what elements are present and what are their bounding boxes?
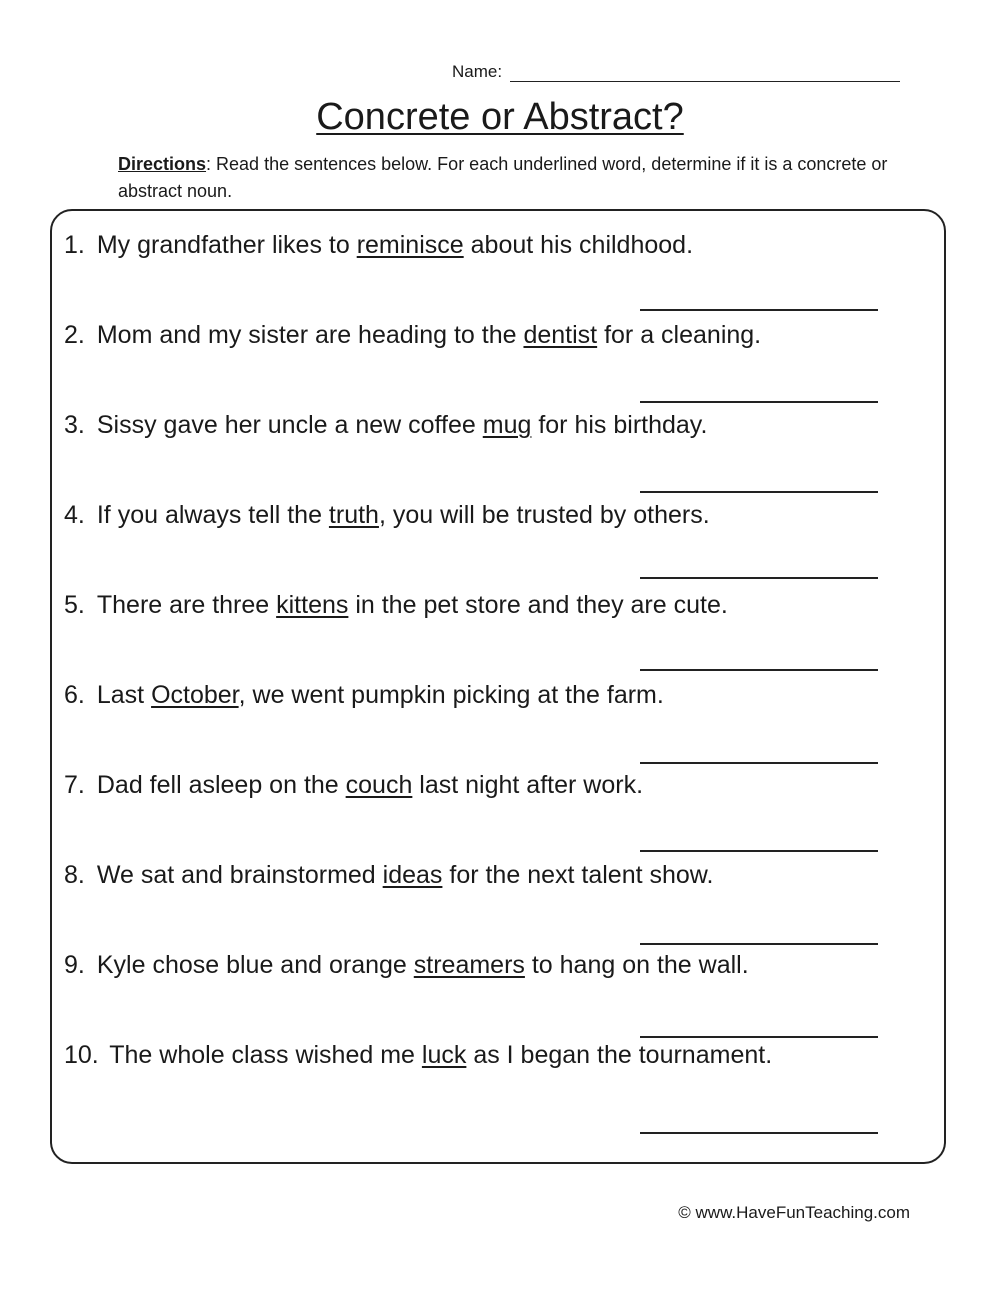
underlined-word: mug bbox=[482, 411, 532, 439]
question-text: Last bbox=[96, 681, 152, 709]
underlined-word: luck bbox=[421, 1041, 467, 1069]
underlined-word: couch bbox=[345, 771, 413, 799]
directions bbox=[118, 151, 918, 205]
name-row bbox=[452, 62, 900, 82]
question-4 bbox=[64, 501, 710, 530]
question-number: 2. bbox=[64, 321, 85, 349]
question-text: My grandfather likes to bbox=[96, 231, 357, 259]
question-number: 3. bbox=[64, 411, 85, 439]
question-10 bbox=[64, 1041, 772, 1070]
underlined-word: kittens bbox=[276, 591, 349, 619]
question-text: Sissy gave her uncle a new coffee bbox=[96, 411, 483, 439]
question-1 bbox=[64, 231, 693, 260]
underlined-word: streamers bbox=[413, 951, 525, 979]
question-3 bbox=[64, 411, 707, 440]
question-text: about his childhood. bbox=[463, 231, 694, 259]
question-5 bbox=[64, 591, 728, 620]
question-text: for the next talent show. bbox=[442, 861, 714, 889]
copyright-footer: © www.HaveFunTeaching.com bbox=[678, 1203, 910, 1222]
question-number: 9. bbox=[64, 951, 85, 979]
question-text: as I began the tournament. bbox=[466, 1041, 773, 1069]
answer-line-2[interactable] bbox=[640, 401, 878, 403]
question-text: , you will be trusted by others. bbox=[378, 501, 710, 529]
answer-line-1[interactable] bbox=[640, 309, 878, 311]
underlined-word: truth bbox=[328, 501, 379, 529]
question-text: There are three bbox=[96, 591, 277, 619]
question-text: We sat and brainstormed bbox=[96, 861, 383, 889]
underlined-word: ideas bbox=[382, 861, 443, 889]
question-text: to hang on the wall. bbox=[524, 951, 749, 979]
question-text: for a cleaning. bbox=[597, 321, 762, 349]
answer-line-4[interactable] bbox=[640, 577, 878, 579]
answer-line-9[interactable] bbox=[640, 1036, 878, 1038]
question-number: 8. bbox=[64, 861, 85, 889]
question-2 bbox=[64, 321, 761, 350]
answer-line-7[interactable] bbox=[640, 850, 878, 852]
question-text: last night after work. bbox=[412, 771, 644, 799]
question-8 bbox=[64, 861, 713, 890]
answer-line-8[interactable] bbox=[640, 943, 878, 945]
name-field[interactable] bbox=[510, 63, 900, 82]
question-number: 5. bbox=[64, 591, 85, 619]
question-text: for his birthday. bbox=[531, 411, 708, 439]
question-text: Mom and my sister are heading to the bbox=[96, 321, 524, 349]
underlined-word: reminisce bbox=[356, 231, 464, 259]
question-7 bbox=[64, 771, 643, 800]
question-number: 6. bbox=[64, 681, 85, 709]
directions-label: Directions bbox=[118, 154, 207, 174]
question-text: in the pet store and they are cute. bbox=[348, 591, 728, 619]
question-number: 4. bbox=[64, 501, 85, 529]
question-6 bbox=[64, 681, 664, 710]
answer-line-10[interactable] bbox=[640, 1132, 878, 1134]
question-text: Kyle chose blue and orange bbox=[96, 951, 414, 979]
question-number: 1. bbox=[64, 231, 85, 259]
question-9 bbox=[64, 951, 749, 980]
question-number: 7. bbox=[64, 771, 85, 799]
question-number: 10. bbox=[64, 1041, 99, 1069]
directions-text: : Read the sentences below. For each underlined word, determine if it is a concrete or abstract noun. bbox=[118, 154, 888, 201]
name-label: Name: bbox=[452, 62, 503, 81]
answer-line-3[interactable] bbox=[640, 491, 878, 493]
page-title: Concrete or Abstract? bbox=[316, 96, 684, 138]
underlined-word: dentist bbox=[523, 321, 598, 349]
question-text: The whole class wished me bbox=[102, 1041, 422, 1069]
question-text: Dad fell asleep on the bbox=[96, 771, 346, 799]
question-text: If you always tell the bbox=[96, 501, 329, 529]
answer-line-5[interactable] bbox=[640, 669, 878, 671]
answer-line-6[interactable] bbox=[640, 762, 878, 764]
underlined-word: October bbox=[151, 681, 239, 709]
question-text: , we went pumpkin picking at the farm. bbox=[238, 681, 664, 709]
